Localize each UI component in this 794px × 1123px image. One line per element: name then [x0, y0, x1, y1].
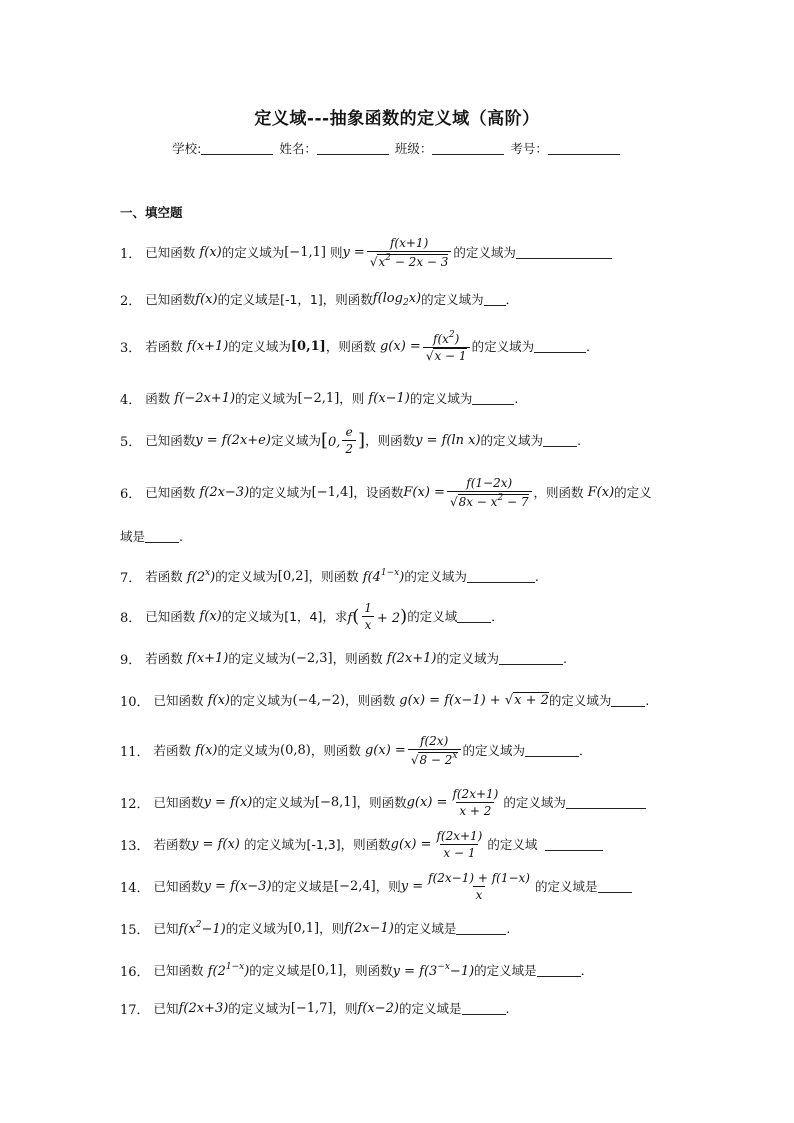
math-fraction: $\frac{f(2x+1)}{x - 1}$	[436, 828, 483, 860]
math-expression: y = f(x−3)	[203, 878, 272, 894]
math-expression: [0,1]	[288, 920, 320, 936]
answer-blank[interactable]	[611, 694, 645, 707]
answer-blank[interactable]	[472, 392, 514, 405]
question-number: 9．	[120, 652, 142, 668]
math-expression: f(x)	[191, 742, 218, 758]
school-label: 学校:	[172, 141, 202, 156]
class-label: 班级：	[394, 141, 433, 156]
math-expression: [−1,1]	[284, 244, 326, 260]
answer-blank[interactable]	[566, 796, 646, 809]
math-expression: g(x) =	[375, 338, 421, 354]
answer-blank[interactable]	[543, 434, 577, 447]
math-expression: f(x−1)	[364, 390, 410, 406]
question-number: 15．	[120, 922, 150, 938]
question-number: 14．	[120, 880, 150, 896]
math-expression: [0,1]	[290, 338, 326, 354]
math-expression: F(x) =	[403, 484, 445, 500]
answer-blank[interactable]	[456, 922, 506, 935]
question-number: 16．	[120, 964, 150, 980]
math-expression: f(x+1)	[182, 338, 229, 354]
question-number: 3．	[120, 340, 142, 356]
exam-no-label: 考号：	[510, 141, 548, 156]
math-fraction: $\frac{f(2x-1) + f(1-x)}{x}$	[428, 870, 530, 902]
math-expression: $f(x^2-1)$	[178, 919, 226, 937]
math-expression: f(2$^x$)	[182, 567, 216, 585]
question-7: 7． 若函数 f(2$^x$) 的定义域为 [0,2] ，则函数 $f(4^{1-x})$ 的定义域为 .	[120, 567, 539, 586]
question-3: 3． 若函数 f(x+1) 的定义域为 [0,1] ，则函数 g(x) = $\frac{f(x^2)}{√x - 1}$ 的定义域为 ．	[120, 329, 599, 363]
math-expression: f(2x−3)	[195, 484, 250, 500]
page-title: 定义域---抽象函数的定义域（高阶）	[254, 109, 540, 129]
math-expression: F(x)	[583, 484, 615, 500]
answer-blank[interactable]	[145, 530, 179, 543]
math-expression: [0,2]	[277, 568, 309, 584]
math-expression: y =	[342, 244, 365, 260]
school-blank[interactable]	[201, 141, 273, 155]
question-number: 5．	[120, 434, 142, 450]
math-expression: [−1,7]	[290, 1000, 333, 1016]
answer-blank[interactable]	[462, 1002, 506, 1015]
math-expression: f(−2x+1)	[170, 390, 236, 406]
math-expression: + 2)	[376, 605, 408, 627]
question-number: 17．	[120, 1002, 150, 1018]
math-expression: f(x)	[203, 692, 230, 708]
math-expression: y =	[400, 878, 424, 894]
question-17: 17． 已知 f(2x+3) 的定义域为 [−1,7] ，则 f(x−2) 的定义域是 .	[120, 1000, 510, 1018]
student-info-line	[0, 139, 794, 157]
math-expression: [−1,4]	[311, 484, 354, 500]
math-expression: f(x−2)	[357, 1000, 399, 1016]
answer-blank[interactable]	[467, 570, 535, 583]
answer-blank[interactable]	[525, 744, 579, 757]
question-number: 10．	[120, 694, 150, 710]
math-expression: $f(2^{1-x})$	[203, 961, 250, 979]
math-expression: [−8,1]	[314, 794, 357, 810]
math-fraction: $\frac{f(1-2x)}{√8x - x^2 - 7}$	[447, 476, 532, 509]
question-10: 10． 已知函数 f(x) 的定义域为 (−4,−2) ，则函数 g(x) = f(x−1) + √x + 2 的定义域为 .	[120, 692, 650, 710]
question-number: 6．	[120, 486, 142, 502]
question-11: 11． 若函数 f(x) 的定义域为 (0,8) ，则函数 g(x) = $\frac{f(2x)}{√8 - 2^x}$ 的定义域为 ．	[120, 733, 592, 767]
question-2: 2． 已知函数 f(x) 的定义域是[-1，1]，则函数 $f(\log_2x)$ 的定义域为 ．	[120, 290, 519, 309]
math-expression: [0,	[320, 429, 341, 451]
math-expression: $f(4^{1-x})$	[358, 567, 405, 585]
section-heading: 一、填空题	[120, 205, 183, 220]
math-expression: $y = f(3^{-x}-1)$	[392, 961, 475, 979]
math-expression: f(2x+3)	[178, 1000, 229, 1016]
question-6-continued: 域是 .	[120, 528, 183, 544]
math-expression: y = f(x)	[191, 836, 244, 852]
math-expression: f(2x−1)	[344, 920, 394, 936]
question-1: 1． 已知函数 f(x) 的定义域为 [−1,1] 则 y = $\frac{f(x+1)}{√x^2 - 2x - 3}$ 的定义域为	[120, 242, 612, 262]
question-number: 13．	[120, 838, 150, 854]
name-blank[interactable]	[317, 141, 389, 155]
math-fraction: $\frac{1}{x}$	[361, 601, 375, 632]
math-expression: [0,1]	[311, 962, 343, 978]
math-expression: y = f(ln x)	[415, 432, 481, 448]
math-expression: y = f(x)	[203, 794, 253, 810]
answer-blank[interactable]	[484, 293, 506, 306]
math-expression: $f(\log_2x)$	[372, 290, 422, 308]
math-expression: [−2,1]	[297, 390, 340, 406]
math-expression: (−4,−2)	[292, 692, 346, 708]
answer-blank[interactable]	[516, 246, 612, 259]
math-expression: g(x) = f(x−1) + √x + 2	[395, 692, 549, 708]
question-13: 13． 若函数 y = f(x) 的定义域为[-1,3]，则函数 g(x) = $\frac{f(2x+1)}{x - 1}$ 的定义域	[120, 834, 603, 854]
math-fraction: $\frac{f(2x+1)}{x + 2}$	[452, 786, 499, 818]
math-fraction: $\frac{f(2x)}{√8 - 2^x}$	[408, 734, 461, 767]
question-5: 5． 已知函数 y = f(2x+e) 定义域为 [0, $\frac{e}{2}$ ] ，则函数 y = f(ln x) 的定义域为 .	[120, 424, 582, 456]
question-9: 9． 若函数 f(x+1) 的定义域为 (−2,3] ，则函数 f(2x+1) 的定义域为 .	[120, 650, 567, 668]
answer-blank[interactable]	[499, 652, 563, 665]
question-15: 15． 已知 $f(x^2-1)$ 的定义域为 [0,1] ，则 f(2x−1) 的定义域是 .	[120, 919, 511, 938]
question-number: 11．	[120, 744, 150, 760]
exam-no-blank[interactable]	[548, 141, 620, 155]
math-fraction: $\frac{e}{2}$	[342, 425, 356, 456]
question-number: 12．	[120, 796, 150, 812]
question-number: 7．	[120, 570, 142, 586]
question-4: 4． 函数 f(−2x+1) 的定义域为 [−2,1] ，则 f(x−1) 的定义域为 .	[120, 390, 519, 408]
math-expression: f(x)	[195, 291, 218, 307]
question-12: 12． 已知函数 y = f(x) 的定义域为 [−8,1] ，则函数 g(x) = $\frac{f(2x+1)}{x + 2}$ 的定义域为	[120, 792, 646, 812]
answer-blank[interactable]	[537, 964, 581, 977]
math-expression: f(x)	[195, 244, 222, 260]
answer-blank[interactable]	[534, 340, 586, 353]
answer-blank[interactable]	[545, 838, 603, 851]
answer-blank[interactable]	[598, 880, 632, 893]
math-fraction: $\frac{f(x+1)}{√x^2 - 2x - 3}$	[367, 236, 452, 269]
question-number: 1．	[120, 246, 142, 262]
name-label: 姓名：	[279, 141, 317, 156]
math-expression: (0,8)	[280, 742, 311, 758]
question-8: 8． 已知函数 f(x) 的定义域为[1，4]，求 f( $\frac{1}{x}$ + 2) 的定义域 ．	[120, 600, 504, 632]
math-expression: f(	[347, 605, 360, 627]
question-16: 16． 已知函数 $f(2^{1-x})$ 的定义域是 [0,1] ，则函数 $y = f(3^{-x}-1)$ 的定义域是 ．	[120, 961, 594, 980]
math-expression: f(x)	[195, 608, 222, 624]
math-expression: g(x) =	[360, 742, 406, 758]
math-expression: [−2,4]	[334, 878, 376, 894]
question-number: 4．	[120, 392, 142, 408]
math-expression: y = f(2x+e)	[195, 432, 271, 448]
question-number: 8．	[120, 610, 142, 626]
question-14: 14． 已知函数 y = f(x−3) 的定义域是 [−2,4] ，则 y = $\frac{f(2x-1) + f(1-x)}{x}$ 的定义域是	[120, 876, 632, 896]
question-number: 2．	[120, 293, 142, 309]
math-expression: g(x) =	[406, 794, 448, 810]
math-expression: f(x+1)	[182, 650, 229, 666]
answer-blank[interactable]	[457, 610, 491, 623]
math-fraction: $\frac{f(x^2)}{√x - 1}$	[423, 330, 470, 363]
math-expression: f(2x+1)	[382, 650, 437, 666]
math-expression: g(x) =	[390, 836, 432, 852]
math-expression: (−2,3]	[290, 650, 333, 666]
question-6: 6． 已知函数 f(2x−3) 的定义域为 [−1,4] ，设函数 F(x) = $\frac{f(1-2x)}{√8x - x^2 - 7}$ ，则函数 F(x) 的定义	[120, 475, 652, 509]
class-blank[interactable]	[432, 141, 504, 155]
